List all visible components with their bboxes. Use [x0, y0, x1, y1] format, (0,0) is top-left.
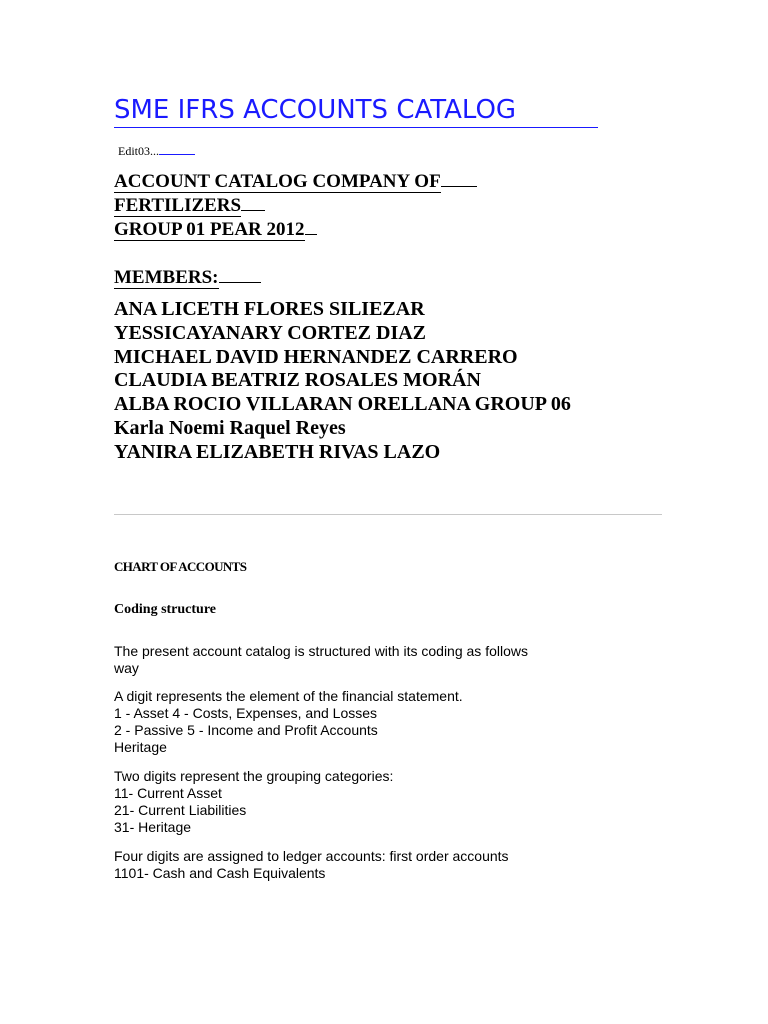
member-item: YESSICAYANARY CORTEZ DIAZ — [114, 321, 427, 344]
subsection-title: Coding structure — [114, 602, 217, 617]
document-title: SME IFRS ACCOUNTS CATALOG — [114, 93, 598, 128]
paragraph-two-digits — [114, 768, 393, 836]
heading-line-3 — [114, 214, 317, 242]
paragraph-line: A digit represents the element of the financial statement. — [114, 688, 463, 704]
members-list — [114, 298, 571, 465]
paragraph-line: 31- Heritage — [114, 819, 192, 835]
paragraph-line: Two digits represent the grouping categories: — [114, 768, 394, 784]
paragraph-line: 11- Current Asset — [114, 785, 222, 801]
member-item: ANA LICETH FLORES SILIEZAR — [114, 298, 425, 320]
horizontal-divider — [114, 514, 662, 515]
paragraph-line: 1101- Cash and Cash Equivalents — [114, 865, 326, 881]
paragraph-line: way — [114, 660, 139, 676]
member-item: CLAUDIA BEATRIZ ROSALES MORÁN — [114, 369, 481, 392]
paragraph-line: 21- Current Liabilities — [114, 802, 247, 818]
edit-note — [118, 142, 195, 159]
paragraph-line: 1 - Asset 4 - Costs, Expenses, and Losses — [114, 705, 378, 721]
paragraph-line: Heritage — [114, 739, 167, 755]
paragraph-line: 2 - Passive 5 - Income and Profit Accounts — [114, 722, 378, 738]
paragraph-four-digits — [114, 848, 509, 882]
heading-line-2-text: FERTILIZERS — [114, 195, 242, 216]
section-title: CHART OF ACCOUNTS — [114, 559, 247, 574]
edit-link[interactable] — [159, 142, 195, 155]
members-heading — [114, 262, 261, 290]
paragraph-line: The present account catalog is structured with its coding as follows — [114, 643, 528, 659]
paragraph-coding-intro — [114, 643, 528, 677]
member-item: YANIRA ELIZABETH RIVAS LAZO — [114, 440, 441, 463]
member-item: MICHAEL DAVID HERNANDEZ CARRERO — [114, 345, 518, 368]
members-label: MEMBERS: — [114, 267, 219, 288]
paragraph-one-digit — [114, 688, 463, 756]
member-item: Karla Noemi Raquel Reyes — [114, 416, 346, 439]
member-item: ALBA ROCIO VILLARAN ORELLANA GROUP 06 — [114, 393, 571, 416]
heading-line-3-text: GROUP 01 PEAR 2012 — [114, 219, 305, 240]
heading-line-1-text: ACCOUNT CATALOG COMPANY OF — [114, 171, 441, 192]
edit-note-text: Edit03... — [118, 144, 159, 158]
paragraph-line: Four digits are assigned to ledger accounts: first order accounts — [114, 848, 509, 864]
